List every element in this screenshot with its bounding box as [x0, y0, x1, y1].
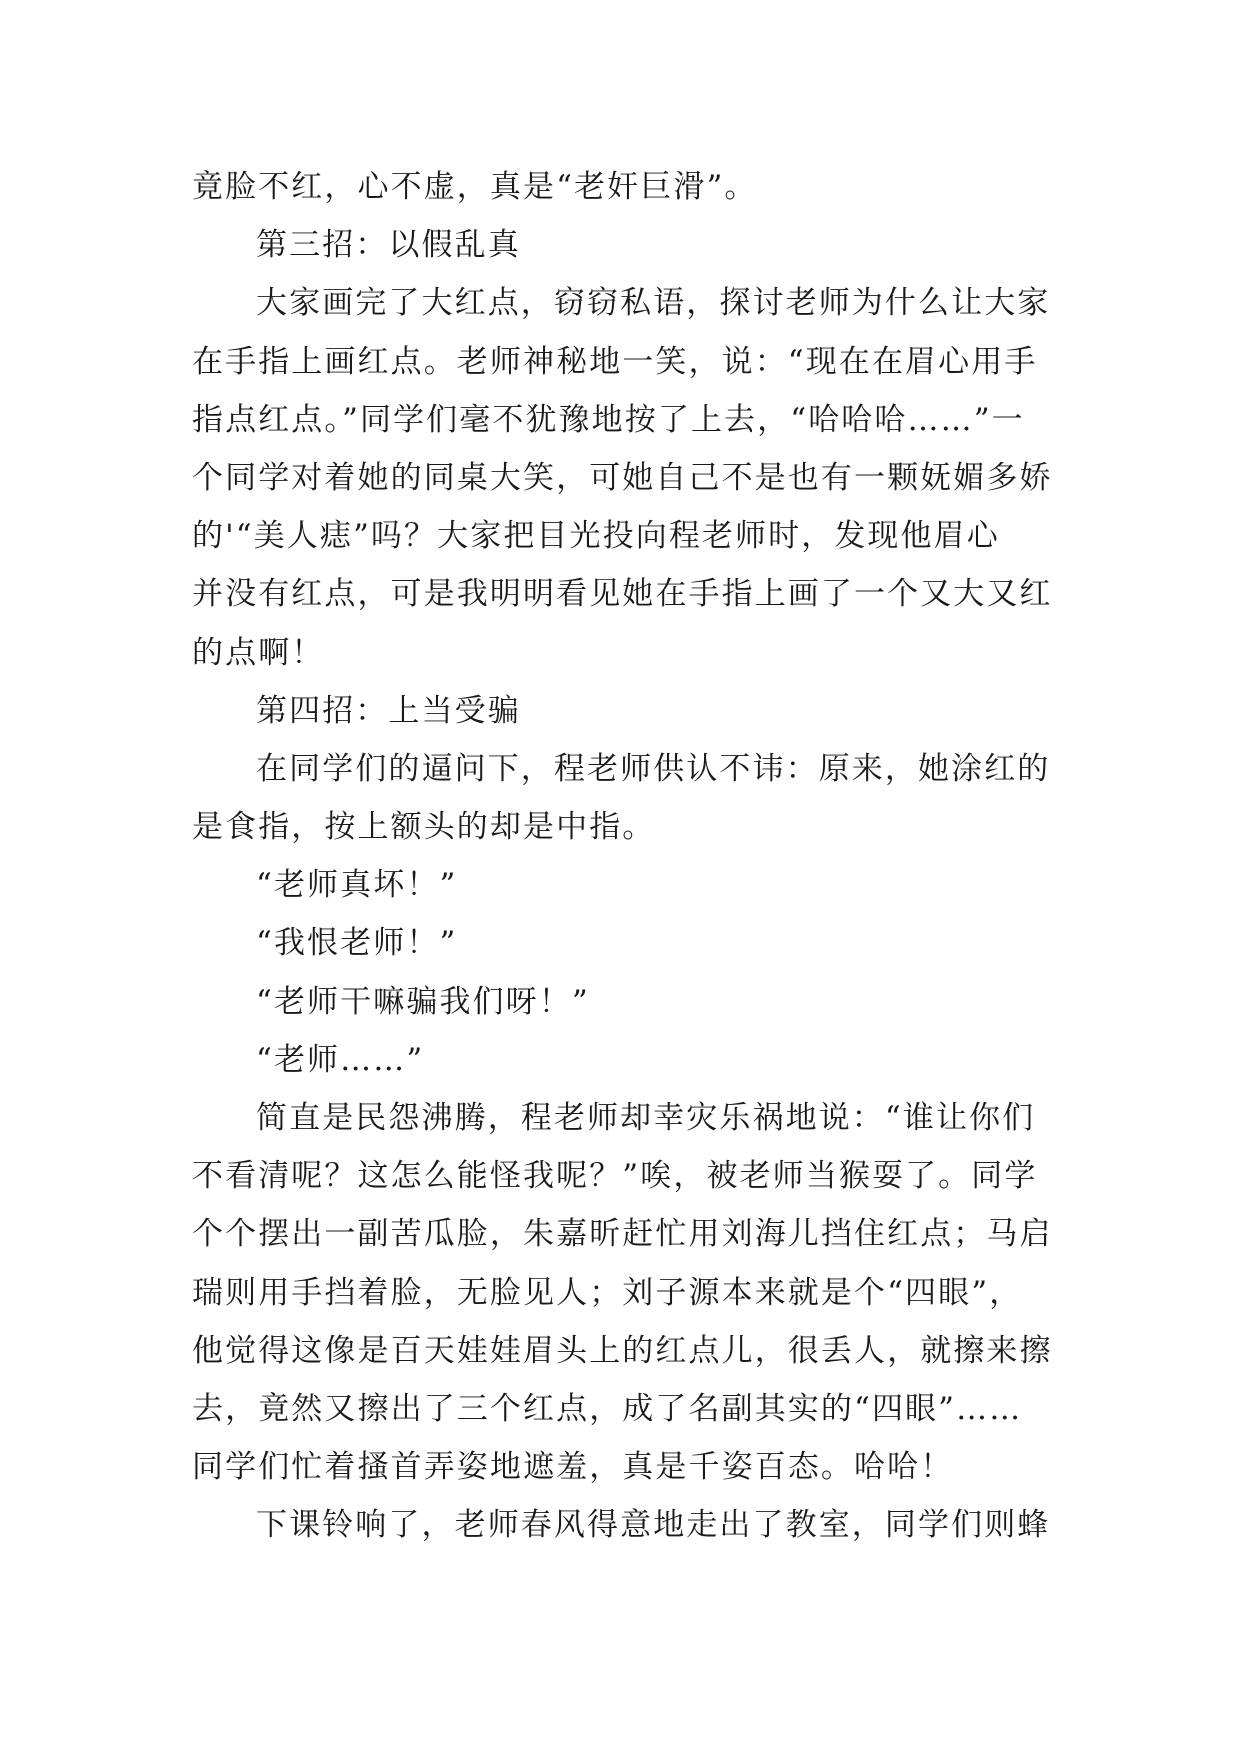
text-line-22: 去，竟然又擦出了三个红点，成了名副其实的“四眼”…… — [192, 1390, 1023, 1427]
quote-line-1: “老师真坏！” — [256, 867, 458, 904]
text-line-9: 的点啊！ — [192, 634, 325, 671]
text-line-11: 在同学们的逼问下，程老师供认不讳：原来，她涂红的 — [256, 750, 1051, 787]
text-line-20: 瑞则用手挡着脸，无脸见人；刘子源本来就是个“四眼”， — [192, 1274, 1023, 1311]
quote-line-4: “老师……” — [256, 1041, 425, 1078]
text-line-6: 个同学对着她的同桌大笑，可她自己不是也有一颗妩媚多娇 — [192, 459, 1053, 496]
text-line-7: 的'“美人痣”吗？大家把目光投向程老师时，发现他眉心 — [192, 518, 1000, 555]
text-line-12: 是食指，按上额头的却是中指。 — [192, 809, 656, 846]
section-heading-3: 第三招：以假乱真 — [256, 227, 521, 264]
text-line-21: 他觉得这像是百天娃娃眉头上的红点儿，很丢人，就擦来擦 — [192, 1332, 1053, 1369]
text-line-24: 下课铃响了，老师春风得意地走出了教室，同学们则蜂 — [256, 1507, 1051, 1544]
text-line-5: 指点红点。”同学们毫不犹豫地按了上去，“哈哈哈……”一 — [192, 401, 1025, 438]
text-line-19: 个个摆出一副苦瓜脸，朱嘉昕赶忙用刘海儿挡住红点；马启 — [192, 1216, 1053, 1253]
text-line-8: 并没有红点，可是我明明看见她在手指上画了一个又大又红 — [192, 576, 1053, 613]
text-line-3: 大家画完了大红点，窃窃私语，探讨老师为什么让大家 — [256, 285, 1051, 322]
quote-line-2: “我恨老师！” — [256, 925, 458, 962]
body-text — [192, 158, 1072, 1555]
text-line-23: 同学们忙着搔首弄姿地遮羞，真是千姿百态。哈哈！ — [192, 1449, 954, 1486]
text-line-1: 竟脸不红，心不虚，真是“老奸巨滑”。 — [192, 169, 758, 205]
quote-line-3: “老师干嘛骗我们呀！” — [256, 983, 590, 1020]
text-line-18: 不看清呢？这怎么能怪我呢？”唉，被老师当猴耍了。同学 — [192, 1158, 1038, 1195]
text-line-17: 简直是民怨沸腾，程老师却幸灾乐祸地说：“谁让你们 — [256, 1100, 1036, 1136]
text-line-4: 在手指上画红点。老师神秘地一笑，说：“现在在眉心用手 — [192, 343, 1038, 380]
section-heading-4: 第四招：上当受骗 — [256, 692, 521, 729]
